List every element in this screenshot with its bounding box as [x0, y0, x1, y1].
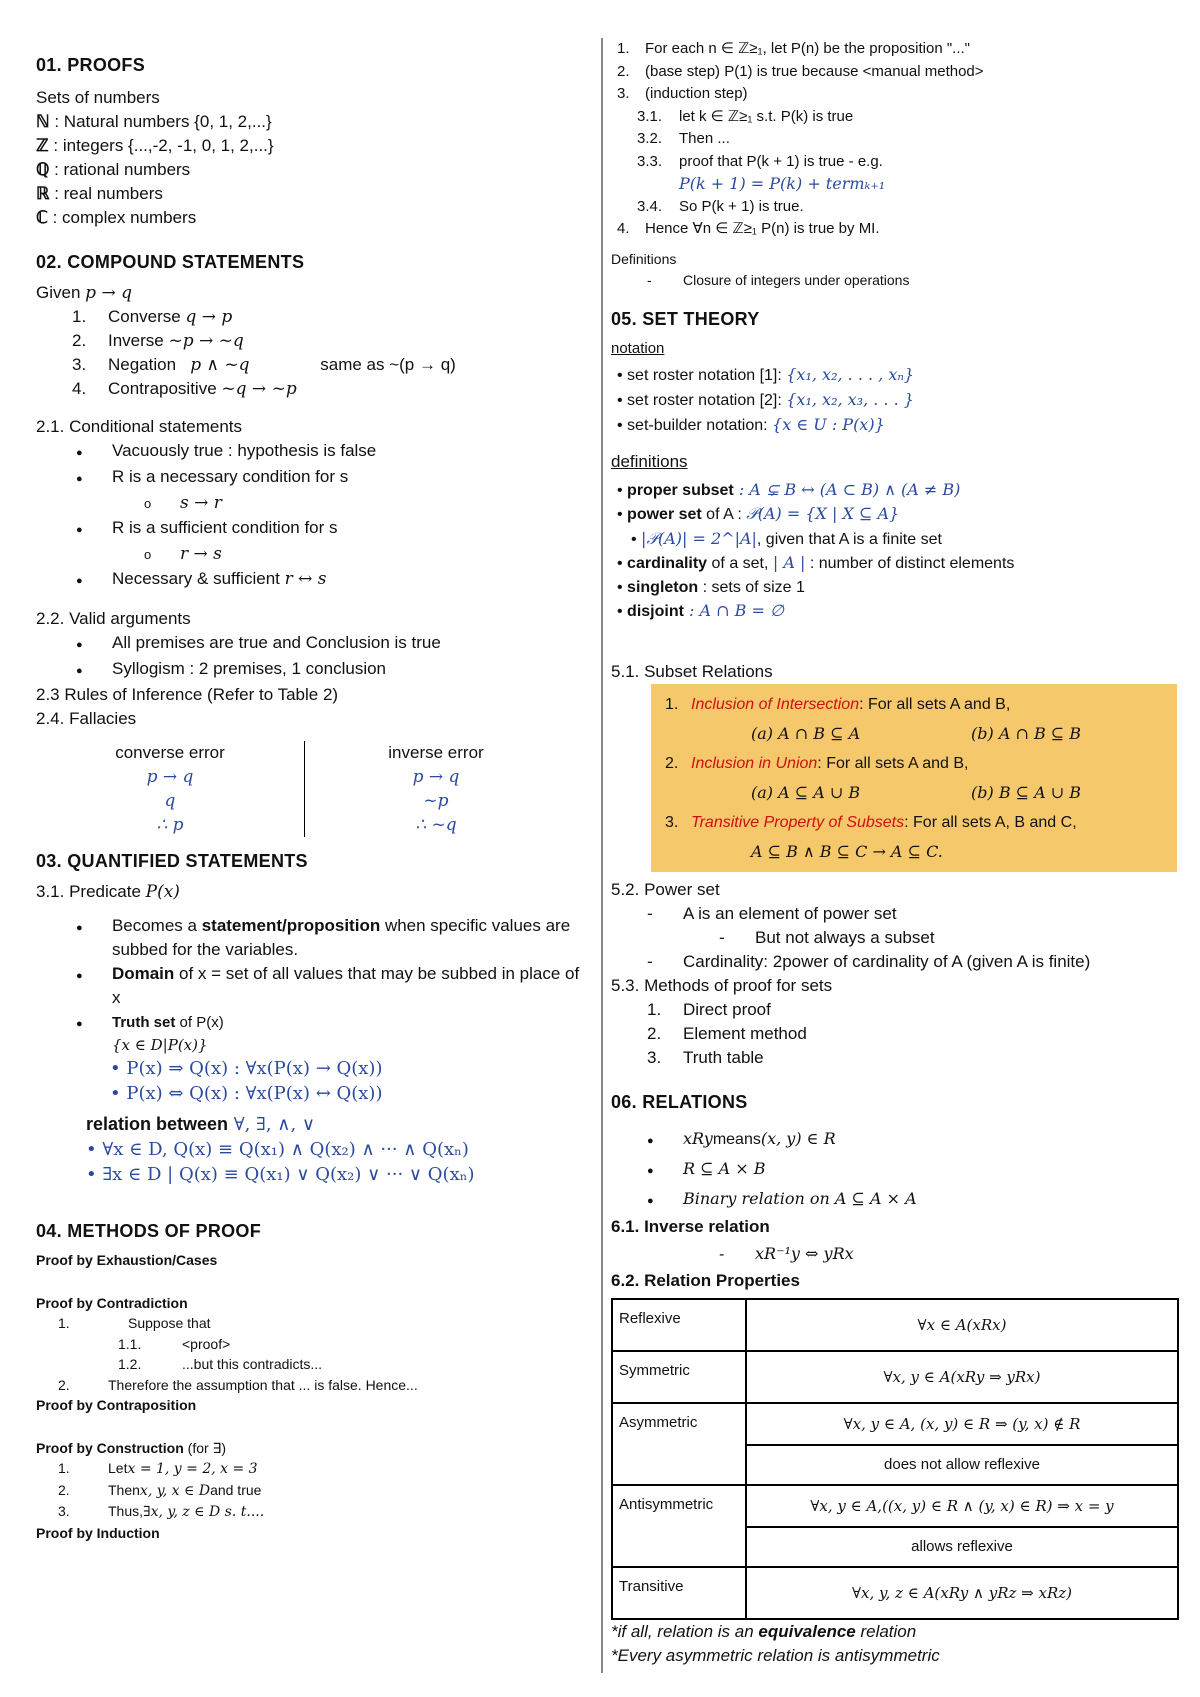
inverse-relation-item: - xR⁻¹y ⇔ yRx [611, 1239, 1181, 1270]
bullet-text: of x = set of all values that may be subbed in place of x [111, 964, 580, 1007]
property-name: Symmetric [612, 1351, 746, 1403]
definition-term: proper subset [627, 481, 734, 499]
set-symbol: ℂ [36, 208, 48, 227]
property-name: Antisymmetric [612, 1485, 746, 1567]
set-integers [36, 134, 591, 158]
item-label: Negation [108, 355, 177, 374]
definition-text: of a set, [707, 555, 773, 572]
item-label: Inverse [108, 331, 164, 350]
methods-sets-title: 5.3. Methods of proof for sets [611, 975, 833, 995]
bullet-text: of P(x) [175, 1014, 224, 1031]
definitions-text: Closure of integers under operations [683, 271, 910, 288]
item-number: 2. [72, 331, 87, 350]
power-set-title: 5.2. Power set [611, 879, 720, 899]
proof-step: 3. Thus, ∃x, y, z ∈ D s. t.... [36, 1501, 591, 1523]
property-note: allows reflexive [746, 1527, 1178, 1567]
proof-construction-label: Proof by Construction [36, 1439, 184, 1456]
footnote-text: relation [855, 1621, 917, 1641]
proof-step-text: Suppose that [128, 1315, 211, 1331]
notation-item [617, 413, 1181, 438]
item-number: 1. [72, 307, 87, 326]
proof-step: 1. Suppose that [36, 1313, 591, 1334]
relation-expr: Binary relation on A ⊆ A × A [683, 1188, 917, 1208]
footnote-equivalence [611, 1620, 1181, 1644]
proof-step-text: <proof> [182, 1335, 231, 1352]
definition-term: singleton [627, 578, 699, 596]
predicate-expr: P(x) [145, 882, 180, 902]
power-set-item: - Cardinality: 2power of cardinality of A (given A is finite) [611, 950, 1181, 974]
notation-label: notation [611, 339, 665, 357]
mi-step-text: (base step) P(1) is true because <manual method> [645, 62, 984, 80]
property-definition: ∀x, y ∈ A, (x, y) ∈ R ⇒ (y, x) ∉ R [746, 1403, 1178, 1445]
bullet [36, 962, 591, 1010]
power-set-text: A is an element of power set [683, 903, 897, 923]
rule-case: (b) B ⊆ A ∪ B [971, 782, 1082, 802]
inverse-error [305, 741, 567, 837]
definition-text: : sets of size 1 [698, 578, 805, 596]
definition-expr: | A | [772, 553, 806, 572]
proof-step: 2. Therefore the assumption that ... is false. Hence... [36, 1375, 591, 1396]
mi-step: 2. (base step) P(1) is true because <manual method> [611, 61, 1181, 84]
fallacy-line: ∴ p [156, 815, 184, 835]
proof-step-text: Let [108, 1460, 128, 1476]
relation-expr: (x, y) ∈ R [760, 1128, 836, 1148]
proof-construction [36, 1438, 591, 1459]
rules-of-inference: 2.3 Rules of Inference (Refer to Table 2) [36, 685, 339, 704]
methods-text: Element method [683, 1023, 807, 1043]
item-extra: same as ~(p → q) [320, 355, 456, 374]
definition-item: • power set of A : 𝒫(A) = {X | X ⊆ A} [617, 504, 900, 523]
induction-steps [611, 38, 1181, 241]
item-expr: ~p → ~q [168, 331, 244, 351]
set-desc: : Natural numbers {0, 1, 2,...} [49, 112, 272, 131]
set-real [36, 182, 591, 206]
conditional-title: 2.1. Conditional statements [36, 417, 243, 436]
rule-text: : For all sets A and B, [817, 754, 969, 772]
rule-case: A ⊆ B ∧ B ⊆ C → A ⊆ C. [751, 841, 943, 861]
bullet-bold: Domain [111, 964, 175, 983]
bullet [611, 1185, 1181, 1215]
notation-expr: {x₁, x₂, . . . , xₙ} [786, 364, 915, 384]
bullet-bold: statement/proposition [201, 916, 381, 935]
item-number: 4. [72, 379, 87, 398]
power-set-text: But not always a subset [755, 927, 935, 947]
rule-name: Transitive Property of Subsets [691, 813, 905, 831]
relation-properties-title: 6.2. Relation Properties [611, 1270, 800, 1290]
mi-step-text: (induction step) [645, 85, 748, 102]
bullet [36, 516, 591, 542]
table-row [612, 1485, 1178, 1527]
heading-compound-statements: 02. COMPOUND STATEMENTS [36, 252, 305, 272]
definition-term: power set [627, 506, 702, 523]
rule-case: (a) A ∩ B ⊆ A [751, 723, 861, 743]
set-symbol: ℝ [36, 184, 50, 203]
proof-step-text: Therefore the assumption that ... is false. Hence... [108, 1376, 418, 1393]
methods-item: 1. Direct proof [611, 998, 1181, 1022]
fallacy-line: q [164, 791, 176, 811]
set-desc: : rational numbers [49, 160, 191, 179]
fallacies-title: 2.4. Fallacies [36, 709, 137, 728]
bullet [36, 657, 591, 683]
fallacy-name: converse error [115, 743, 225, 762]
rule-name: Inclusion of Intersection [691, 695, 860, 713]
proof-contraposition: Proof by Contraposition [36, 1397, 197, 1413]
definition-text: : number of distinct elements [805, 555, 1015, 572]
proof-step-expr: ∃x, y, z ∈ D s. t.... [143, 1504, 265, 1520]
proof-step-expr: x, y, x ∈ D [139, 1482, 211, 1499]
sub-bullet [36, 491, 591, 516]
notation-text: • set roster notation [2]: [617, 391, 787, 409]
definition-term: disjoint [627, 603, 684, 620]
table-row [612, 1351, 1178, 1403]
methods-list [36, 1250, 591, 1543]
set-rational [36, 158, 591, 182]
definition-item: • disjoint : A ∩ B = ∅ [617, 601, 784, 620]
bullet [36, 439, 591, 465]
property-definition: ∀x, y ∈ A(xRy ⇒ yRx) [746, 1351, 1178, 1403]
relation-line: • ∃x ∈ D | Q(x) ≡ Q(x₁) ∨ Q(x₂) ∨ ··· ∨ Q(xₙ) [86, 1164, 475, 1185]
property-definition: ∀x, y, z ∈ A(xRy ∧ yRz ⇒ xRz) [746, 1567, 1178, 1619]
bullet [36, 567, 591, 593]
relation-expr: xRy [683, 1128, 713, 1148]
mi-step: 1. For each n ∈ ℤ≥₁, let P(n) be the proposition "..." [611, 38, 1181, 61]
property-name: Transitive [612, 1567, 746, 1619]
mi-formula: P(k + 1) = P(k) + termₖ₊₁ [679, 174, 886, 193]
compound-item [36, 377, 591, 401]
left-column [36, 55, 591, 1543]
fallacy-line: p → q [146, 767, 194, 787]
inverse-relation-title: 6.1. Inverse relation [611, 1216, 770, 1236]
definition-term: cardinality [627, 555, 708, 572]
definition-text: , given that A is a finite set [756, 530, 942, 548]
mi-substep: 3.3. proof that P(k + 1) is true - e.g. [611, 151, 1181, 174]
subset-rule: 2. Inclusion in Union: For all sets A and B, [665, 754, 969, 772]
rule-name: Inclusion in Union [691, 754, 818, 772]
subset-relations-box [651, 684, 1177, 872]
bullet [36, 914, 591, 962]
sub-bullet-expr: r → s [180, 544, 222, 564]
fallacy-name: inverse error [388, 743, 484, 762]
definition-expr: 𝒫(A) = {X | X ⊆ A} [746, 504, 900, 523]
heading-proofs: 01. PROOFS [36, 55, 146, 75]
mi-step-text: proof that P(k + 1) is true - e.g. [679, 152, 883, 170]
bullet-text: Becomes a [111, 916, 202, 935]
bullet-bold: Truth set [112, 1014, 176, 1031]
bullet [611, 1155, 1181, 1185]
definitions-block [611, 249, 1181, 291]
property-name: Asymmetric [612, 1403, 746, 1485]
mi-step-text: For each n ∈ ℤ≥₁, let P(n) be the proposition "..." [645, 40, 970, 57]
compound-item [36, 353, 591, 377]
definition-text: of A : [701, 506, 747, 523]
mi-step-text: let k ∈ ℤ≥₁ s.t. P(k) is true [679, 107, 854, 125]
subset-rule-cases [659, 778, 1169, 808]
given-label: Given [36, 283, 81, 302]
relation-bold: relation between [86, 1114, 229, 1134]
definition-item: • singleton : sets of size 1 [617, 578, 805, 596]
notation-text: • set-builder notation: [617, 416, 773, 434]
mi-substep: 3.1. let k ∈ ℤ≥₁ s.t. P(k) is true [611, 106, 1181, 129]
footnote-asymmetric: *Every asymmetric relation is antisymmetric [611, 1645, 940, 1665]
item-expr: p ∧ ~q [190, 355, 250, 375]
proof-contradiction: Proof by Contradiction [36, 1294, 188, 1311]
heading-quantified-statements: 03. QUANTIFIED STATEMENTS [36, 851, 308, 871]
rule-text: : For all sets A and B, [859, 695, 1011, 713]
bullet-text: All premises are true and Conclusion is true [112, 633, 441, 652]
item-expr: q → p [185, 307, 233, 327]
mi-step: 4. Hence ∀n ∈ ℤ≥₁ P(n) is true by MI. [611, 218, 1181, 241]
right-column [611, 38, 1181, 1668]
power-set-text: Cardinality: 2power of cardinality of A (given A is finite) [683, 951, 1091, 971]
mi-step-text: Then ... [679, 130, 730, 147]
bullet-text: Necessary & sufficient [112, 569, 280, 588]
power-set-subitem: - But not always a subset [611, 926, 1181, 950]
compound-item [36, 305, 591, 329]
methods-item: 2. Element method [611, 1022, 1181, 1046]
definition-expr: : A ⊊ B ↔ (A ⊂ B) ∧ (A ≠ B) [733, 479, 961, 499]
heading-methods-of-proof: 04. METHODS OF PROOF [36, 1221, 262, 1241]
proof-substep: 1.2. ...but this contradicts... [36, 1354, 591, 1375]
relation-expr: R ⊆ A × B [683, 1158, 766, 1178]
definition-item: • cardinality of a set, | A | : number of distinct elements [617, 553, 1015, 572]
property-definition: ∀x ∈ A(xRx) [746, 1299, 1178, 1351]
set-complex [36, 206, 591, 230]
definition-subitem: • |𝒫(A)| = 2^|A|, given that A is a finite set [631, 528, 942, 548]
proof-step-text: ...but this contradicts... [182, 1356, 323, 1372]
table-row [612, 1299, 1178, 1351]
fallacy-line: ~p [423, 791, 449, 811]
item-label: Converse [108, 307, 181, 326]
given-expr: p → q [85, 283, 132, 303]
item-expr: ~q → ~p [221, 379, 297, 399]
predicate-title [36, 880, 591, 904]
proof-step: 2. Then x, y, x ∈ D and true [36, 1480, 591, 1502]
proof-exhaustion: Proof by Exhaustion/Cases [36, 1252, 218, 1268]
rule-case: (b) A ∩ B ⊆ B [971, 723, 1082, 743]
mi-step: 3. (induction step) [611, 83, 1181, 106]
definitions-label: definitions [611, 451, 688, 471]
heading-set-theory: 05. SET THEORY [611, 308, 760, 329]
bullet [36, 631, 591, 657]
definitions-title: Definitions [611, 250, 677, 267]
mi-substep: 3.2. Then ... [611, 128, 1181, 151]
methods-item: 3. Truth table [611, 1046, 1181, 1070]
relation-heading [36, 1112, 591, 1137]
footnote-bold: equivalence [758, 1621, 856, 1641]
column-divider [601, 38, 603, 1673]
proof-substep: 1.1. <proof> [36, 1334, 591, 1355]
methods-text: Direct proof [683, 999, 771, 1019]
sub-bullet [36, 542, 591, 567]
fallacy-line: p → q [412, 767, 460, 787]
proof-step-text: Thus, [108, 1503, 144, 1519]
valid-arguments-title: 2.2. Valid arguments [36, 609, 191, 628]
mi-step-text: Hence ∀n ∈ ℤ≥₁ P(n) is true by MI. [645, 220, 880, 237]
converse-error [36, 741, 305, 837]
footnote-text: *if all, relation is an [611, 1621, 759, 1641]
notation-text: • set roster notation [1]: [617, 366, 787, 384]
truth-set-expr: {x ∈ D|P(x)} [112, 1036, 208, 1054]
bullet [36, 1012, 591, 1035]
predicate-label: 3.1. Predicate [36, 882, 141, 901]
item-label: Contrapositive [108, 379, 217, 398]
set-symbol: ℚ [36, 160, 50, 179]
bullet [36, 465, 591, 491]
notation-item [617, 388, 1181, 413]
bullet [611, 1125, 1181, 1155]
proof-step-expr: x = 1, y = 2, x = 3 [127, 1461, 258, 1477]
property-definition: ∀x, y ∈ A,((x, y) ∈ R ∧ (y, x) ∈ R) ⇒ x = y [746, 1485, 1178, 1527]
proof-step: 1. Let x = 1, y = 2, x = 3 [36, 1458, 591, 1480]
definition-expr: |𝒫(A)| = 2^|A| [641, 528, 757, 548]
bullet-text: Vacuously true : hypothesis is false [112, 441, 377, 460]
definition-expr: : A ∩ B = ∅ [683, 601, 784, 620]
inverse-relation-expr: xR⁻¹y ⇔ yRx [755, 1243, 854, 1263]
definition-item: • proper subset : A ⊊ B ↔ (A ⊂ B) ∧ (A ≠ B) [617, 479, 961, 499]
proof-construction-note: (for ∃) [183, 1439, 227, 1456]
bullet-expr: r ↔ s [284, 569, 327, 589]
fallacies-diagram [36, 741, 591, 837]
set-desc: : complex numbers [47, 208, 197, 227]
subset-rule: 3. Transitive Property of Subsets: For all sets A, B and C, [665, 813, 1077, 831]
table-row [612, 1403, 1178, 1445]
bullet-text: R is a sufficient condition for s [112, 518, 338, 537]
notation-expr: {x₁, x₂, x₃, . . . } [786, 389, 914, 409]
fallacy-line: ∴ ~q [415, 815, 457, 835]
property-name: Reflexive [612, 1299, 746, 1351]
power-set-item: - A is an element of power set [611, 902, 1181, 926]
relation-text: means [712, 1130, 761, 1148]
set-natural [36, 110, 591, 134]
mi-step-text: So P(k + 1) is true. [679, 197, 804, 215]
proof-step-text: and true [210, 1481, 262, 1498]
relation-line: • ∀x ∈ D, Q(x) ≡ Q(x₁) ∧ Q(x₂) ∧ ··· ∧ Q(xₙ) [86, 1139, 469, 1160]
compound-item [36, 329, 591, 353]
methods-text: Truth table [683, 1047, 764, 1067]
notation-item [617, 363, 1181, 388]
item-number: 3. [72, 355, 87, 374]
proof-step-text: Then [108, 1481, 140, 1498]
subset-rule-cases [659, 719, 1169, 749]
bullet-text: when specific values are subbed for the variables. [111, 916, 571, 959]
number-sets [36, 110, 591, 230]
subset-rule: 1. Inclusion of Intersection: For all sets A and B, [665, 695, 1011, 713]
set-symbol: ℤ [36, 136, 49, 155]
rule-text: : For all sets A, B and C, [904, 813, 1077, 831]
mi-substep: 3.4. So P(k + 1) is true. [611, 196, 1181, 219]
property-note: does not allow reflexive [746, 1445, 1178, 1485]
bullet-text: Syllogism : 2 premises, 1 conclusion [112, 659, 387, 678]
set-desc: : real numbers [49, 184, 163, 203]
relation-properties-table [611, 1298, 1179, 1620]
heading-relations: 06. RELATIONS [611, 1091, 748, 1112]
bullet-text: R is a necessary condition for s [112, 467, 349, 486]
proof-induction: Proof by Induction [36, 1524, 160, 1541]
rule-case: (a) A ⊆ A ∪ B [751, 782, 861, 802]
given-line [36, 281, 591, 305]
notation-expr: {x ∈ U : P(x)} [772, 414, 885, 434]
notation-list [611, 363, 1181, 438]
subset-relations-title: 5.1. Subset Relations [611, 661, 773, 681]
definitions-item: - Closure of integers under operations [611, 270, 1181, 291]
relation-symbols: ∀, ∃, ∧, ∨ [228, 1114, 316, 1135]
set-definitions [611, 478, 1181, 624]
sub-bullet-expr: s → r [180, 493, 222, 513]
relations-list [611, 1125, 1181, 1215]
implication-line: • P(x) ⇔ Q(x) : ∀x(P(x) ↔ Q(x)) [110, 1083, 383, 1104]
implication-line: • P(x) ⇒ Q(x) : ∀x(P(x) → Q(x)) [110, 1058, 383, 1079]
table-row [612, 1567, 1178, 1619]
sets-intro: Sets of numbers [36, 88, 160, 107]
set-desc: : integers {...,-2, -1, 0, 1, 2,...} [48, 136, 274, 155]
set-symbol: ℕ [36, 112, 50, 131]
